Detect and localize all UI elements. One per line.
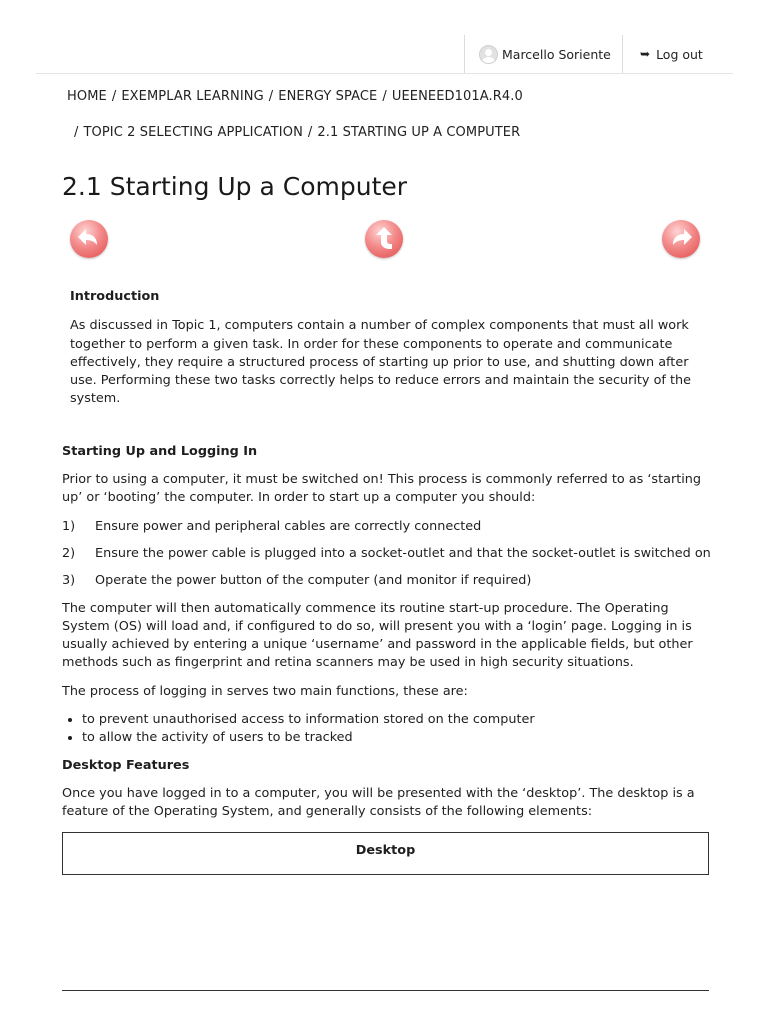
step-text: Ensure power and peripheral cables are correctly connected (95, 518, 482, 534)
step-number: 2) (62, 545, 76, 561)
breadcrumb-separator: / (111, 89, 117, 104)
intro-paragraph: As discussed in Topic 1, computers contain a number of complex components that must all work together to perform a given task. In order for these components to operate and communicate effectively, they require a structured process of starting up prior to use, and shutting down after use. Performing these two tasks correctly helps to reduce errors and maintain the security of the system. (70, 318, 691, 407)
desktop-table-header: Desktop (62, 832, 709, 875)
breadcrumb-continued (74, 125, 520, 140)
step-number: 3) (62, 573, 76, 589)
main-content (62, 288, 712, 875)
breadcrumb-separator: / (268, 89, 274, 104)
step-text: Ensure the power cable is plugged into a socket-outlet and that the socket-outlet is switched on (95, 545, 711, 561)
logout-icon: ➥ (640, 47, 651, 61)
intro-heading: Introduction (70, 289, 160, 304)
up-arrow-icon (365, 220, 403, 258)
prev-page-button[interactable] (70, 220, 108, 258)
step-text: Operate the power button of the computer (and monitor if required) (95, 573, 532, 589)
login-functions-list (62, 711, 712, 748)
list-item (62, 572, 712, 590)
startup-steps (62, 518, 712, 591)
avatar (479, 45, 498, 64)
breadcrumb-separator: / (382, 89, 387, 104)
prev-arrow-icon (70, 220, 108, 258)
breadcrumb-exemplar-learning[interactable]: EXEMPLAR LEARNING (121, 89, 264, 104)
top-bar (36, 32, 733, 74)
breadcrumb-energy-space[interactable]: ENERGY SPACE (278, 89, 378, 104)
startup-heading: Starting Up and Logging In (62, 443, 258, 459)
logout-label: Log out (656, 46, 703, 62)
breadcrumb (67, 89, 523, 104)
logout-link[interactable] (640, 35, 703, 73)
startup-paragraph-2: The computer will then automatically commence its routine start-up procedure. The Operating System (OS) will load and, if configured to do so, will present you with a ‘login’ page. Logging in is usually achieved by entering a unique ‘username’ and password in the applicable fields, but other methods such as fingerprint and retina scanners may be used in high security situations. (62, 600, 693, 671)
intro-section (62, 288, 712, 409)
desktop-heading: Desktop Features (62, 757, 190, 773)
list-item (62, 545, 712, 563)
breadcrumb-home[interactable]: HOME (67, 89, 107, 104)
breadcrumb-current-page: 2.1 STARTING UP A COMPUTER (317, 125, 521, 140)
divider (62, 990, 709, 991)
list-item: • to allow the activity of users to be tracked (82, 729, 712, 747)
user-name: Marcello Soriente (502, 46, 611, 62)
list-item: • to prevent unauthorised access to information stored on the computer (82, 711, 712, 729)
desktop-paragraph: Once you have logged in to a computer, you will be presented with the ‘desktop’. The desktop is a feature of the Operating System, and generally consists of the following elements: (62, 785, 695, 820)
page-title: 2.1 Starting Up a Computer (62, 172, 408, 201)
user-menu[interactable] (464, 35, 623, 73)
list-item (62, 518, 712, 536)
step-number: 1) (62, 518, 76, 534)
breadcrumb-separator: / (307, 125, 313, 140)
breadcrumb-topic[interactable]: TOPIC 2 SELECTING APPLICATION (83, 125, 303, 140)
breadcrumb-separator: / (74, 125, 79, 140)
breadcrumb-unit[interactable]: UEENEED101A.R4.0 (391, 89, 523, 104)
next-page-button[interactable] (662, 220, 700, 258)
next-arrow-icon (662, 220, 700, 258)
startup-paragraph-1: Prior to using a computer, it must be switched on! This process is commonly referred to as ‘starting up’ or ‘booting’ the computer. In order to start up a computer you should: (62, 472, 702, 506)
up-level-button[interactable] (365, 220, 403, 258)
startup-paragraph-3: The process of logging in serves two main functions, these are: (62, 683, 468, 699)
